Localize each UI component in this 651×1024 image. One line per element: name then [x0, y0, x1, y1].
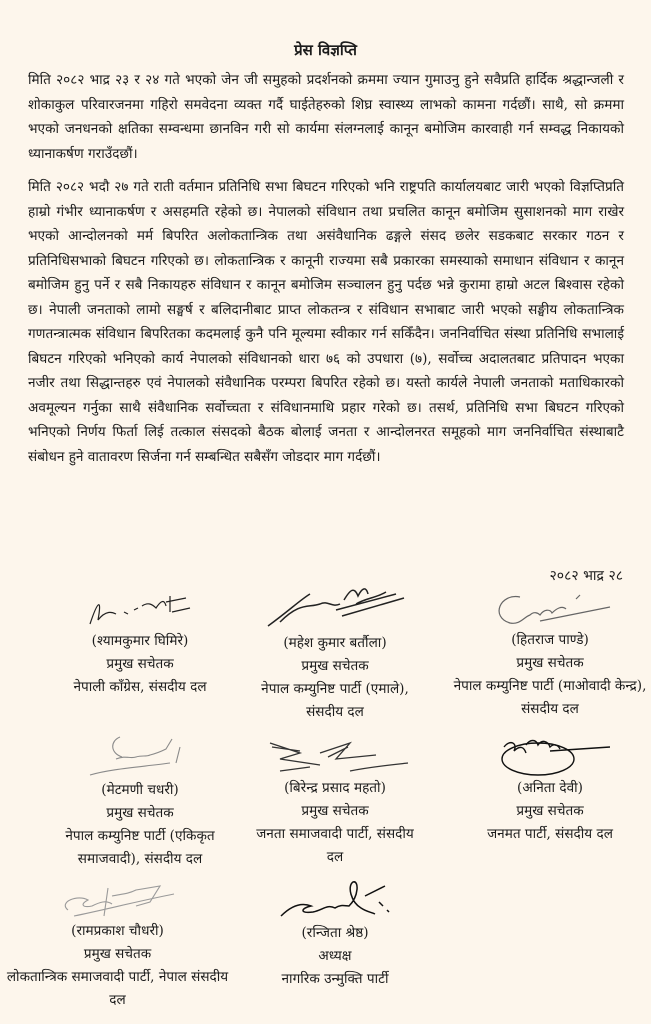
- signatory-role: प्रमुख सचेतक: [106, 805, 174, 821]
- signatory-party: नेपाली काँग्रेस, संसदीय दल: [73, 679, 207, 695]
- signatory-party: नेपाल कम्युनिष्ट पार्टी (एकिकृत समाजवादी), संसदीय दल: [65, 828, 215, 867]
- signatory-name: (रन्जिता श्रेष्ठ): [301, 925, 369, 941]
- document-title: प्रेस विज्ञप्ति: [294, 41, 357, 59]
- signatory-name: (हितराज पाण्डे): [511, 632, 589, 648]
- signatory-role: प्रमुख सचेतक: [106, 656, 174, 672]
- signatory-name: (श्यामकुमार घिमिरे): [91, 633, 189, 649]
- document-date: २०८२ भाद्र २८: [549, 568, 623, 584]
- signatory-8: [240, 876, 430, 991]
- signatory-party: नागरिक उन्मुक्ति पार्टी: [281, 971, 389, 987]
- signatory-name: (बिरेन्द्र प्रसाद महतो): [284, 780, 386, 796]
- signatory-role: प्रमुख सचेतक: [516, 655, 584, 671]
- signatory-2: [240, 580, 430, 724]
- signature-icon: [275, 876, 395, 922]
- signatory-name: (अनिता देवी): [517, 780, 583, 796]
- signature-icon: [260, 580, 410, 632]
- signatory-role: अध्यक्ष: [318, 948, 352, 964]
- paragraph-condolence: मिति २०८२ भाद्र २३ र २४ गते भएको जेन जी समुहको प्रदर्शनको क्रममा ज्यान गुमाउनु हुने सवैप्रति हार्दिक श्रद्धान्जली र शोकाकुल परिवारजनमा गहिरो समवेदना व्यक्त गर्दै घाईतेहरुको शिघ्र स्वास्थ्य लाभको कामना गर्दछौं। साथै, सो क्रममा भएको जनधनको क्षतिका सम्वन्धमा छानविन गरी सो कार्यमा संलग्नलाई कानून बमोजिम कारवाही गर्न सम्वद्ध निकायको ध्यानाकर्षण गराउँदछौं।: [28, 72, 624, 162]
- signatory-role: प्रमुख सचेतक: [301, 803, 369, 819]
- signature-icon: [480, 733, 620, 777]
- signatory-party: लोकतान्त्रिक समाजवादी पार्टी, नेपाल संसदीय दल: [6, 969, 229, 1008]
- signature-icon: [80, 733, 200, 779]
- signatory-4: [30, 733, 250, 871]
- signatory-party: जनमत पार्टी, संसदीय दल: [487, 826, 613, 842]
- signatory-name: (महेश कुमार बर्तौला): [283, 635, 387, 651]
- signatory-role: प्रमुख सचेतक: [516, 803, 584, 819]
- signature-icon: [80, 590, 200, 630]
- signatory-1: [40, 590, 240, 699]
- signatory-3: [450, 587, 650, 721]
- signatory-5: [240, 733, 430, 869]
- signatory-6: [450, 733, 650, 846]
- signatory-party: नेपाल कम्युनिष्ट पार्टी (एमाले), संसदीय दल: [261, 681, 409, 720]
- signatory-party: जनता समाजवादी पार्टी, संसदीय दल: [256, 826, 414, 865]
- signatory-name: (रामप्रकाश चौधरी): [71, 923, 164, 939]
- signature-icon: [480, 587, 620, 629]
- signatory-role: प्रमुख सचेतक: [301, 658, 369, 674]
- signature-icon: [260, 733, 410, 777]
- signatory-7: [5, 880, 230, 1012]
- signatory-name: (मेटमणी चधरी): [101, 782, 179, 798]
- signatory-role: प्रमुख सचेतक: [83, 946, 152, 962]
- signature-icon: [48, 880, 188, 920]
- signatory-party: नेपाल कम्युनिष्ट पार्टी (माओवादी केन्द्र), संसदीय दल: [453, 678, 647, 717]
- paragraph-dissolution-objection: मिति २०८२ भदौ २७ गते राती वर्तमान प्रतिनिधि सभा बिघटन गरिएको भनि राष्ट्रपति कार्यालयबाट जारी भएको विज्ञप्तिप्रति हाम्रो गंभीर ध्यानाकर्षण र असहमति रहेको छ। नेपालको संविधान तथा प्रचलित कानून बमोजिम सुसाशनको माग राखेर भएको आन्दोलनको मर्म बिपरित अलोकतान्त्रिक तथा असंवैधानिक ढङ्गले संसद छलेर सडकबाट सरकार गठन र प्रतिनिधिसभाको बिघटन गरिएको छ। लोकतान्त्रिक र कानूनी राज्यमा सबै प्रकारका समस्याको समाधान संविधान र कानून बमोजिम हुनु पर्ने र सबै निकायहरु संविधान र कानून बमोजिम सञ्चालन हुनु पर्दछ भन्ने कुरामा हाम्रो अटल बिश्वास रहेको छ। नेपाली जनताको लामो सङ्घर्ष र बलिदानीबाट प्राप्त लोकतन्त्र र संविधान सभाबाट जारी भएको सङ्घीय लोकतान्त्रिक गणतन्त्रात्मक संविधान बिपरितका कदमलाई कुनै पनि मूल्यमा स्वीकार गर्न सकिँदैन। जननिर्वाचित संस्था प्रतिनिधि सभालाई बिघटन गरिएको भनिएको कार्य नेपालको संविधानको धारा ७६ को उपधारा (७), सर्वोच्च अदालतबाट प्रतिपादन भएका नजीर तथा सिद्धान्तहरु एवं नेपालको संवैधानिक परम्परा बिपरित रहेको छ। यस्तो कार्यले नेपाली जनताको मताधिकारको अवमूल्यन गर्नुका साथै संवैधानिक सर्वोच्चता र संविधानमाथि प्रहार गरेको छ। तसर्थ, प्रतिनिधि सभा बिघटन गरिएको भनिएको निर्णय फिर्ता लिई तत्काल संसदको बैठक बोलाई जनता र आन्दोलनरत समूहको माग जननिर्वाचित संस्थाबाटै संबोधन हुने वातावरण सिर्जना गर्न सम्बन्धित सबैसँग जोडदार माग गर्दछौं।: [28, 179, 624, 465]
